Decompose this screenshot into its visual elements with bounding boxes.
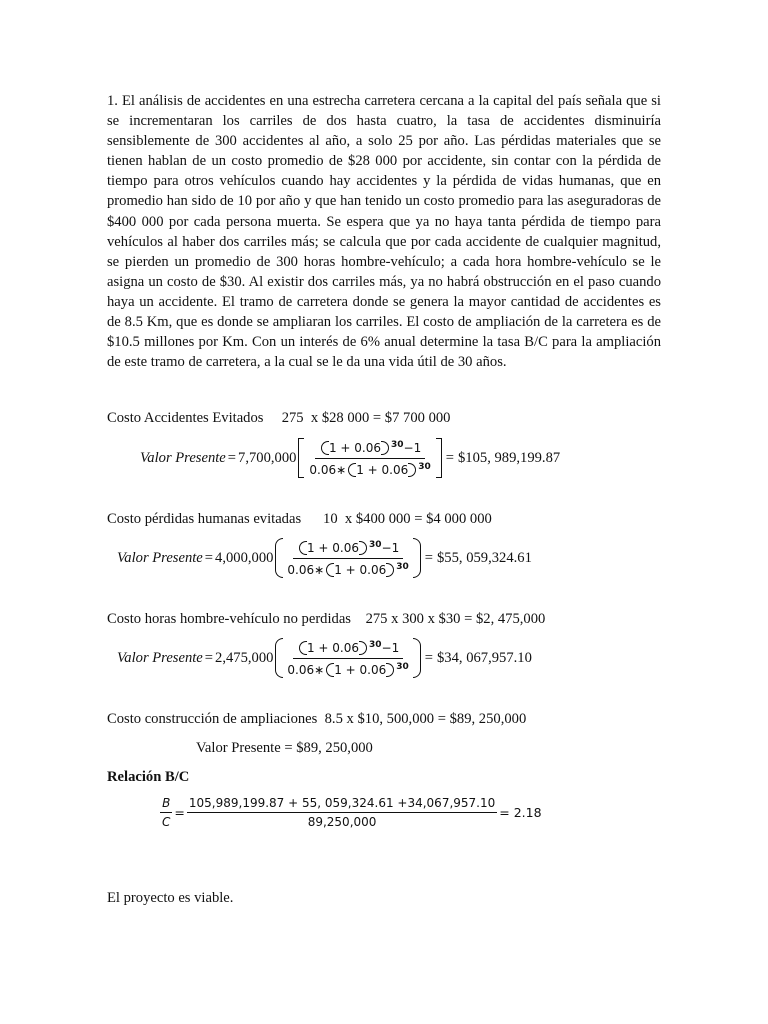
fraction-denominator: 0.06∗ 1 + 0.06 $^{30}$ [309, 462, 431, 477]
problem-statement: 1. El análisis de accidentes en una estrecha carretera cercana a la capital del país señala que si se incrementaran los carriles de dos hasta cuatro, la tasa de accidentes disminuiría sensiblemente de 300 accidentes al año, a solo 25 por año. Las pérdidas materiales que se tienen hablan de un costo promedio de $28 000 por accidente, sin contar con la pérdida de tiempo para otros vehículos cuando hay accidentes y la pérdida de vidas humanas, que en promedio han sido de 10 por año y que han tenido un costo promedio para las aseguradoras de $400 000 por cada persona muerta. Se espera que ya no haya tanta pérdida de tiempo para vehículos al haber dos carriles más; se calcula que por cada accidente de cualquier magnitud, se pierden un promedio de 300 horas hombre-vehículo; a cada hora hombre-vehículo se le asigna un costo de $30. Al existir dos carriles más, ya no habrá obstrucción en el paso cuando haya un accidente. El tramo de carretera donde se genera la mayor cantidad de accidentes es de 8.5 Km, que es donde se ampliaran los carriles. El costo de ampliación de la carretera es de $10.5 millones por Km. Con un interés de 6% anual determine la tasa B/C para la ampliación de este tramo de carretera, a la cual se le da una vida útil de 30 años. [107, 93, 661, 371]
fraction [283, 538, 412, 578]
equation-lhs: Valor Presente [117, 549, 203, 566]
relacion-title: Relación B/C [107, 769, 190, 785]
equation-bc: $\frac{B}{C}$ = $\frac{105,989,199.87 + 55, 059,324.61 +34,067,957.10}{89,250,000}$ = 2.18 [162, 796, 542, 829]
construccion-label: Costo construcción de ampliaciones 8.5 x $10, 500,000 = $89, 250,000 [107, 711, 527, 727]
humanas-label: Costo pérdidas humanas evitadas 10 x $400 000 = $4 000 000 [107, 511, 492, 527]
conclusion: El proyecto es viable. [107, 890, 234, 906]
paren-group [275, 538, 420, 578]
equation-result: $55, 059,324.61 [437, 549, 532, 566]
bracket-group [298, 438, 441, 478]
coefficient: 4,000,000 [215, 549, 274, 566]
fraction-numerator: 1 + 0.06 $^{30}$−1 [315, 438, 425, 459]
accidentes-label: Costo Accidentes Evitados 275 x $28 000 = $7 700 000 [107, 410, 451, 426]
equation-humanas: Valor Presente = 4,000,000 1 + 0.06 $^{30}$−1 0.06∗ 1 + 0.06 $^{30}$ = $55, 059,324.61 [117, 540, 532, 577]
horas-label: Costo horas hombre-vehículo no perdidas 275 x 300 x $30 = $2, 475,000 [107, 611, 546, 627]
construccion-vp: Valor Presente = $89, 250,000 [196, 740, 373, 756]
equation-result: $105, 989,199.87 [458, 449, 561, 466]
equals-sign: = [204, 649, 214, 666]
equation-lhs: Valor Presente [117, 649, 203, 666]
bc-numerator: 105,989,199.87 + 55, 059,324.61 +34,067,957.10 [187, 796, 497, 813]
bc-ratio: $\frac{B}{C}$ [162, 796, 171, 829]
fraction-denominator: 0.06∗ 1 + 0.06 $^{30}$ [287, 562, 409, 577]
equation-horas: Valor Presente = 2,475,000 1 + 0.06 $^{30}$−1 0.06∗ 1 + 0.06 $^{30}$ = $34, 067,957.10 [117, 640, 532, 677]
equation-result: $34, 067,957.10 [437, 649, 532, 666]
equation-lhs: Valor Presente [140, 449, 226, 466]
equals-sign: = [204, 549, 214, 566]
fraction [305, 438, 434, 478]
fraction-numerator: 1 + 0.06 $^{30}$−1 [293, 638, 403, 659]
bc-fraction [187, 796, 497, 829]
fraction-numerator: 1 + 0.06 $^{30}$−1 [293, 538, 403, 559]
paren-group [275, 638, 420, 678]
equals-sign: = [227, 449, 237, 466]
bc-denominator: 89,250,000 [307, 815, 377, 829]
bc-result: = 2.18 [499, 805, 542, 820]
equation-accidentes: Valor Presente = 7,700,000 1 + 0.06 $^{30}$−1 0.06∗ 1 + 0.06 $^{30}$ = $105, 989,199.87 [140, 440, 561, 477]
fraction [283, 638, 412, 678]
fraction-denominator: 0.06∗ 1 + 0.06 $^{30}$ [287, 662, 409, 677]
coefficient: 7,700,000 [238, 449, 297, 466]
coefficient: 2,475,000 [215, 649, 274, 666]
